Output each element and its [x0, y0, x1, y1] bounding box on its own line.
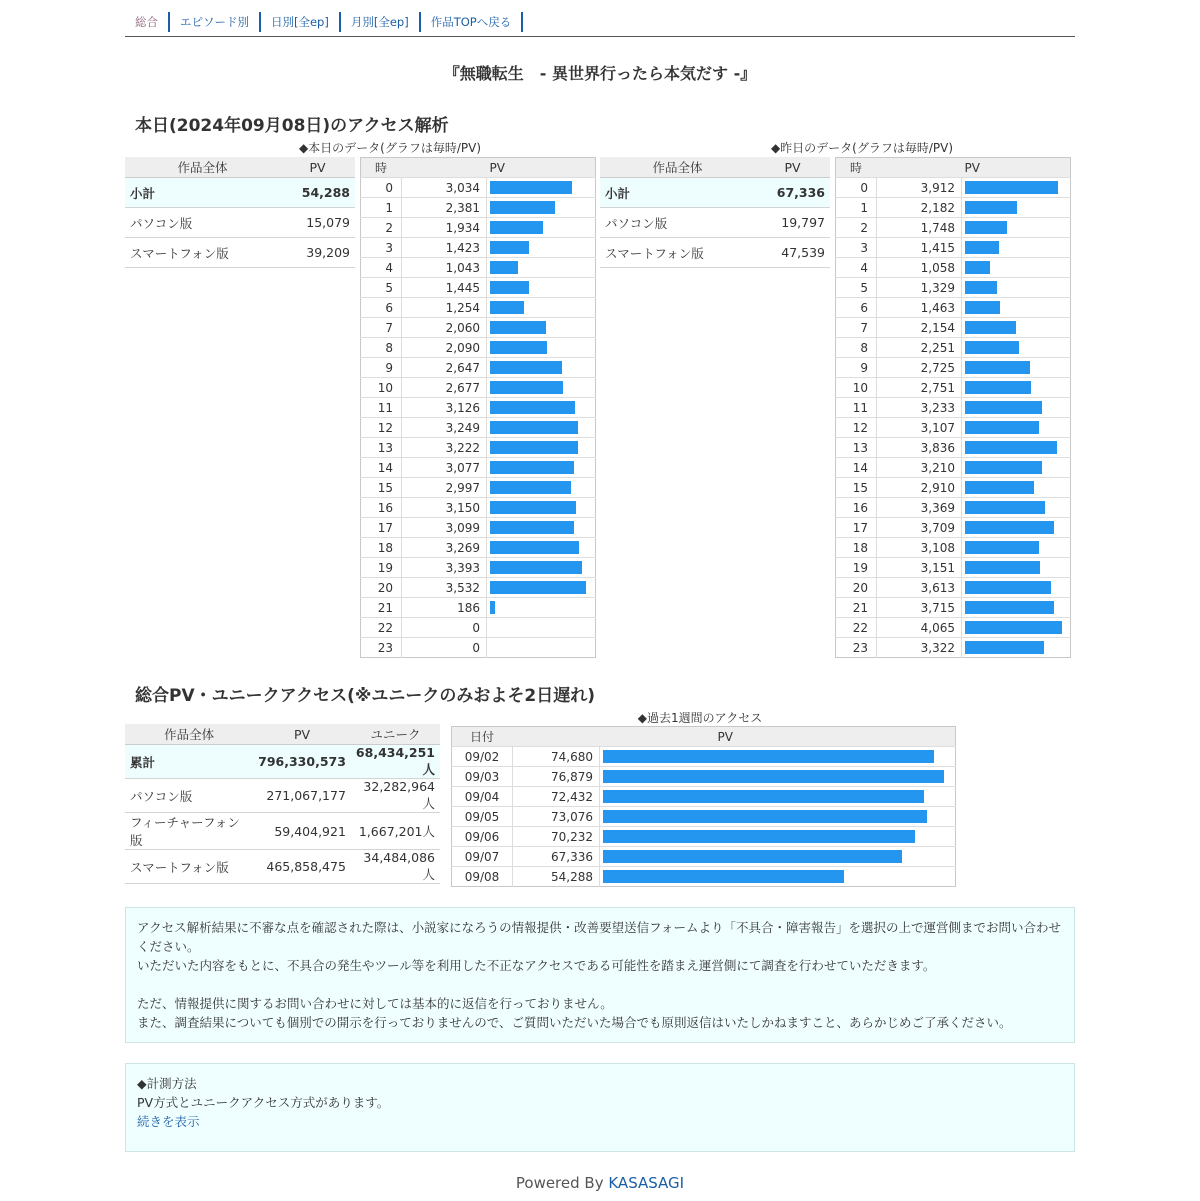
value-label: 3,222 [402, 438, 487, 458]
category-label: 20 [361, 578, 402, 598]
bar-row [836, 338, 1071, 358]
total-pv: 796,330,573 [253, 745, 351, 779]
value-label: 2,725 [877, 358, 962, 378]
category-label: 13 [361, 438, 402, 458]
footer-prefix: Powered By [515, 1174, 609, 1192]
bar-row [361, 398, 596, 418]
category-label: 18 [836, 538, 877, 558]
pv-bar [965, 181, 1058, 194]
value-label: 3,233 [877, 398, 962, 418]
category-label: 0 [361, 178, 402, 198]
value-label: 3,322 [877, 638, 962, 658]
value-label: 3,715 [877, 598, 962, 618]
nav-summary[interactable]: 総合 [125, 12, 170, 32]
method-box [125, 1063, 1075, 1152]
bar-row [361, 618, 596, 638]
total-label: フィーチャーフォン版 [125, 813, 253, 850]
category-label: 8 [361, 338, 402, 358]
total-label: パソコン版 [125, 779, 253, 813]
bar-row [361, 338, 596, 358]
today-caption: ◆本日のデータ(グラフは毎時/PV) [298, 141, 482, 155]
bar-row [836, 498, 1071, 518]
bar-row [361, 378, 596, 398]
value-label: 1,463 [877, 298, 962, 318]
pv-bar [603, 790, 924, 803]
bar-row [836, 238, 1071, 258]
category-label: 6 [836, 298, 877, 318]
header-pv: PV [253, 724, 351, 745]
pv-bar [490, 321, 546, 334]
method-text: PV方式とユニークアクセス方式があります。 [137, 1095, 390, 1110]
header-hour: 時 [836, 158, 877, 178]
value-label: 54,288 [513, 867, 600, 887]
pv-bar [490, 221, 543, 234]
pv-bar [965, 501, 1045, 514]
today-summary-table [125, 157, 355, 268]
value-label: 72,432 [513, 787, 600, 807]
category-label: 12 [836, 418, 877, 438]
value-label: 1,748 [877, 218, 962, 238]
category-label: 11 [836, 398, 877, 418]
method-title: ◆計測方法 [137, 1076, 197, 1091]
summary-label: スマートフォン版 [600, 238, 755, 268]
value-label: 3,108 [877, 538, 962, 558]
notice-box [125, 907, 1075, 1043]
bar-row [836, 178, 1071, 198]
total-unique: 68,434,251人 [351, 745, 440, 779]
category-label: 10 [836, 378, 877, 398]
pv-bar [490, 401, 575, 414]
kasasagi-link[interactable]: KASASAGI [608, 1174, 685, 1192]
pv-bar [490, 201, 555, 214]
total-section-title: 総合PV・ユニークアクセス(※ユニークのみおよそ2日遅れ) [135, 686, 595, 706]
bar-row [361, 318, 596, 338]
pv-bar [490, 541, 579, 554]
pv-bar [490, 601, 495, 614]
category-label: 6 [361, 298, 402, 318]
value-label: 2,751 [877, 378, 962, 398]
bar-row [361, 558, 596, 578]
category-label: 15 [836, 478, 877, 498]
bar-row [361, 178, 596, 198]
bar-row [361, 298, 596, 318]
nav-episode[interactable]: エピソード別 [170, 12, 261, 32]
category-label: 20 [836, 578, 877, 598]
bar-row [836, 438, 1071, 458]
category-label: 09/04 [452, 787, 513, 807]
header-pv: PV [755, 157, 830, 178]
bar-row [452, 827, 956, 847]
bar-row [361, 498, 596, 518]
summary-value: 47,539 [755, 238, 830, 268]
category-label: 8 [836, 338, 877, 358]
value-label: 2,251 [877, 338, 962, 358]
category-label: 7 [361, 318, 402, 338]
bar-row [452, 767, 956, 787]
category-label: 2 [361, 218, 402, 238]
category-label: 17 [361, 518, 402, 538]
pv-bar [965, 601, 1054, 614]
summary-row [600, 208, 830, 238]
value-label: 3,613 [877, 578, 962, 598]
value-label: 3,249 [402, 418, 487, 438]
pv-bar [965, 561, 1040, 574]
value-label: 1,415 [877, 238, 962, 258]
category-label: 09/02 [452, 747, 513, 767]
value-label: 4,065 [877, 618, 962, 638]
value-label: 3,126 [402, 398, 487, 418]
category-label: 09/05 [452, 807, 513, 827]
summary-value: 39,209 [280, 238, 355, 268]
category-label: 1 [836, 198, 877, 218]
value-label: 1,058 [877, 258, 962, 278]
today-section-title: 本日(2024年09月08日)のアクセス解析 [135, 116, 449, 136]
pv-bar [965, 481, 1034, 494]
category-label: 1 [361, 198, 402, 218]
pv-bar [965, 321, 1016, 334]
category-label: 15 [361, 478, 402, 498]
value-label: 1,254 [402, 298, 487, 318]
value-label: 3,836 [877, 438, 962, 458]
value-label: 1,423 [402, 238, 487, 258]
summary-row [600, 178, 830, 208]
bar-row [836, 478, 1071, 498]
category-label: 16 [836, 498, 877, 518]
bar-row [361, 518, 596, 538]
bar-row [836, 558, 1071, 578]
notice-line: また、調査結果についても個別での開示を行っておりませんので、ご質問いただいた場合でも原則返信はいたしかねますこと、あらかじめご了承ください。 [137, 1015, 1012, 1030]
bar-row [361, 198, 596, 218]
pv-bar [490, 441, 578, 454]
category-label: 23 [836, 638, 877, 658]
value-label: 74,680 [513, 747, 600, 767]
pv-bar [490, 181, 572, 194]
pv-bar [490, 421, 578, 434]
header-work: 作品全体 [600, 157, 755, 178]
pv-bar [965, 581, 1051, 594]
bar-row [836, 198, 1071, 218]
value-label: 76,879 [513, 767, 600, 787]
bar-row [836, 578, 1071, 598]
value-label: 2,910 [877, 478, 962, 498]
value-label: 2,647 [402, 358, 487, 378]
category-label: 5 [836, 278, 877, 298]
category-label: 16 [361, 498, 402, 518]
category-label: 09/08 [452, 867, 513, 887]
pv-bar [490, 281, 529, 294]
total-row [125, 850, 440, 884]
pv-bar [603, 870, 844, 883]
category-label: 4 [361, 258, 402, 278]
pv-bar [490, 381, 563, 394]
pv-bar [965, 621, 1062, 634]
category-label: 12 [361, 418, 402, 438]
bar-row [361, 238, 596, 258]
category-label: 9 [836, 358, 877, 378]
bar-row [452, 867, 956, 887]
header-pv: PV [962, 158, 1071, 178]
bar-row [836, 598, 1071, 618]
bar-row [361, 538, 596, 558]
header-hour: 時 [361, 158, 402, 178]
bar-row [361, 638, 596, 658]
value-label: 2,677 [402, 378, 487, 398]
value-label: 3,210 [877, 458, 962, 478]
pv-bar [965, 281, 997, 294]
category-label: 19 [836, 558, 877, 578]
bar-row [361, 418, 596, 438]
pv-bar [490, 561, 582, 574]
total-pv: 271,067,177 [253, 779, 351, 813]
top-nav [125, 10, 1075, 37]
category-label: 18 [361, 538, 402, 558]
bar-row [836, 218, 1071, 238]
value-label: 1,043 [402, 258, 487, 278]
total-table [125, 724, 440, 884]
pv-bar [490, 241, 529, 254]
yesterday-caption: ◆昨日のデータ(グラフは毎時/PV) [770, 141, 954, 155]
category-label: 13 [836, 438, 877, 458]
value-label: 73,076 [513, 807, 600, 827]
value-label: 186 [402, 598, 487, 618]
value-label: 1,445 [402, 278, 487, 298]
value-label: 3,107 [877, 418, 962, 438]
value-label: 3,034 [402, 178, 487, 198]
bar-row [836, 378, 1071, 398]
pv-bar [965, 401, 1042, 414]
bar-row [361, 598, 596, 618]
summary-value: 54,288 [280, 178, 355, 208]
pv-bar [490, 261, 518, 274]
pv-bar [490, 521, 574, 534]
value-label: 3,369 [877, 498, 962, 518]
today-hourly-table [360, 157, 596, 658]
bar-row [361, 578, 596, 598]
summary-row [125, 238, 355, 268]
category-label: 14 [836, 458, 877, 478]
pv-bar [965, 641, 1044, 654]
bar-row [452, 747, 956, 767]
category-label: 22 [361, 618, 402, 638]
pv-bar [490, 301, 524, 314]
pv-bar [603, 810, 927, 823]
summary-row [600, 238, 830, 268]
value-label: 3,077 [402, 458, 487, 478]
total-pv: 465,858,475 [253, 850, 351, 884]
bar-row [452, 807, 956, 827]
summary-label: 小計 [125, 178, 280, 208]
total-pv: 59,404,921 [253, 813, 351, 850]
summary-label: スマートフォン版 [125, 238, 280, 268]
show-more-link[interactable]: 続きを表示 [137, 1114, 200, 1129]
pv-bar [603, 850, 902, 863]
value-label: 2,154 [877, 318, 962, 338]
value-label: 1,934 [402, 218, 487, 238]
summary-value: 15,079 [280, 208, 355, 238]
value-label: 1,329 [877, 278, 962, 298]
bar-row [361, 218, 596, 238]
pv-bar [965, 221, 1007, 234]
pv-bar [965, 421, 1039, 434]
bar-row [361, 358, 596, 378]
header-pv: PV [487, 158, 596, 178]
category-label: 09/06 [452, 827, 513, 847]
summary-label: パソコン版 [600, 208, 755, 238]
pv-bar [490, 581, 586, 594]
total-unique: 32,282,964人 [351, 779, 440, 813]
header-pv: PV [600, 727, 956, 747]
bar-row [836, 278, 1071, 298]
pv-bar [965, 381, 1031, 394]
value-label: 3,150 [402, 498, 487, 518]
pv-bar [603, 750, 934, 763]
total-row [125, 745, 440, 779]
value-label: 2,997 [402, 478, 487, 498]
yesterday-summary-table [600, 157, 830, 268]
total-label: スマートフォン版 [125, 850, 253, 884]
category-label: 0 [836, 178, 877, 198]
work-title: 『無職転生 - 異世界行ったら本気だす -』 [443, 64, 757, 83]
value-label: 2,090 [402, 338, 487, 358]
nav-work-top[interactable]: 作品TOPへ戻る [421, 12, 524, 32]
pv-bar [965, 341, 1019, 354]
value-label: 0 [402, 638, 487, 658]
value-label: 3,532 [402, 578, 487, 598]
category-label: 23 [361, 638, 402, 658]
total-row [125, 813, 440, 850]
bar-row [452, 847, 956, 867]
category-label: 09/03 [452, 767, 513, 787]
bar-row [361, 438, 596, 458]
value-label: 0 [402, 618, 487, 638]
week-caption: ◆過去1週間のアクセス [637, 711, 763, 725]
header-unique: ユニーク [351, 724, 440, 745]
bar-row [361, 258, 596, 278]
pv-bar [965, 461, 1042, 474]
value-label: 2,060 [402, 318, 487, 338]
value-label: 3,912 [877, 178, 962, 198]
bar-row [361, 478, 596, 498]
summary-label: 小計 [600, 178, 755, 208]
pv-bar [965, 441, 1057, 454]
notice-line: ただ、情報提供に関するお問い合わせに対しては基本的に返信を行っておりません。 [137, 996, 613, 1011]
value-label: 3,151 [877, 558, 962, 578]
pv-bar [965, 361, 1030, 374]
category-label: 2 [836, 218, 877, 238]
bar-row [361, 458, 596, 478]
pv-bar [603, 770, 944, 783]
nav-daily[interactable]: 日別[全ep] [261, 12, 341, 32]
total-label: 累計 [125, 745, 253, 779]
pv-bar [965, 261, 990, 274]
pv-bar [965, 241, 999, 254]
header-work: 作品全体 [125, 157, 280, 178]
footer [125, 1174, 1075, 1192]
category-label: 11 [361, 398, 402, 418]
category-label: 4 [836, 258, 877, 278]
pv-bar [490, 481, 571, 494]
category-label: 14 [361, 458, 402, 478]
bar-row [836, 618, 1071, 638]
bar-row [836, 538, 1071, 558]
category-label: 21 [836, 598, 877, 618]
value-label: 3,393 [402, 558, 487, 578]
value-label: 2,381 [402, 198, 487, 218]
bar-row [452, 787, 956, 807]
value-label: 3,269 [402, 538, 487, 558]
yesterday-hourly-table [835, 157, 1071, 658]
category-label: 17 [836, 518, 877, 538]
category-label: 3 [836, 238, 877, 258]
summary-row [125, 208, 355, 238]
category-label: 9 [361, 358, 402, 378]
category-label: 3 [361, 238, 402, 258]
total-unique: 1,667,201人 [351, 813, 440, 850]
header-pv: PV [280, 157, 355, 178]
pv-bar [603, 830, 915, 843]
summary-label: パソコン版 [125, 208, 280, 238]
value-label: 70,232 [513, 827, 600, 847]
pv-bar [965, 541, 1039, 554]
pv-bar [965, 201, 1017, 214]
notice-line: いただいた内容をもとに、不具合の発生やツール等を利用した不正なアクセスである可能性を踏まえ運営側にて調査を行わせていただきます。 [137, 958, 936, 973]
category-label: 09/07 [452, 847, 513, 867]
bar-row [836, 258, 1071, 278]
bar-row [836, 418, 1071, 438]
category-label: 21 [361, 598, 402, 618]
summary-value: 67,336 [755, 178, 830, 208]
value-label: 67,336 [513, 847, 600, 867]
pv-bar [965, 521, 1054, 534]
week-table [451, 726, 956, 887]
header-date: 日付 [452, 727, 513, 747]
bar-row [836, 458, 1071, 478]
total-unique: 34,484,086人 [351, 850, 440, 884]
category-label: 10 [361, 378, 402, 398]
bar-row [836, 398, 1071, 418]
value-label: 3,099 [402, 518, 487, 538]
pv-bar [490, 341, 547, 354]
category-label: 7 [836, 318, 877, 338]
pv-bar [490, 461, 574, 474]
nav-monthly[interactable]: 月別[全ep] [341, 12, 421, 32]
category-label: 5 [361, 278, 402, 298]
notice-line: アクセス解析結果に不審な点を確認された際は、小説家になろうの情報提供・改善要望送信フォームより「不具合・障害報告」を選択の上で運営側までお問い合わせください。 [137, 920, 1062, 954]
category-label: 19 [361, 558, 402, 578]
category-label: 22 [836, 618, 877, 638]
total-row [125, 779, 440, 813]
bar-row [836, 358, 1071, 378]
header-work: 作品全体 [125, 724, 253, 745]
value-label: 2,182 [877, 198, 962, 218]
summary-value: 19,797 [755, 208, 830, 238]
bar-row [836, 638, 1071, 658]
value-label: 3,709 [877, 518, 962, 538]
bar-row [836, 518, 1071, 538]
pv-bar [965, 301, 1000, 314]
pv-bar [490, 361, 562, 374]
bar-row [361, 278, 596, 298]
summary-row [125, 178, 355, 208]
pv-bar [490, 501, 576, 514]
bar-row [836, 298, 1071, 318]
bar-row [836, 318, 1071, 338]
